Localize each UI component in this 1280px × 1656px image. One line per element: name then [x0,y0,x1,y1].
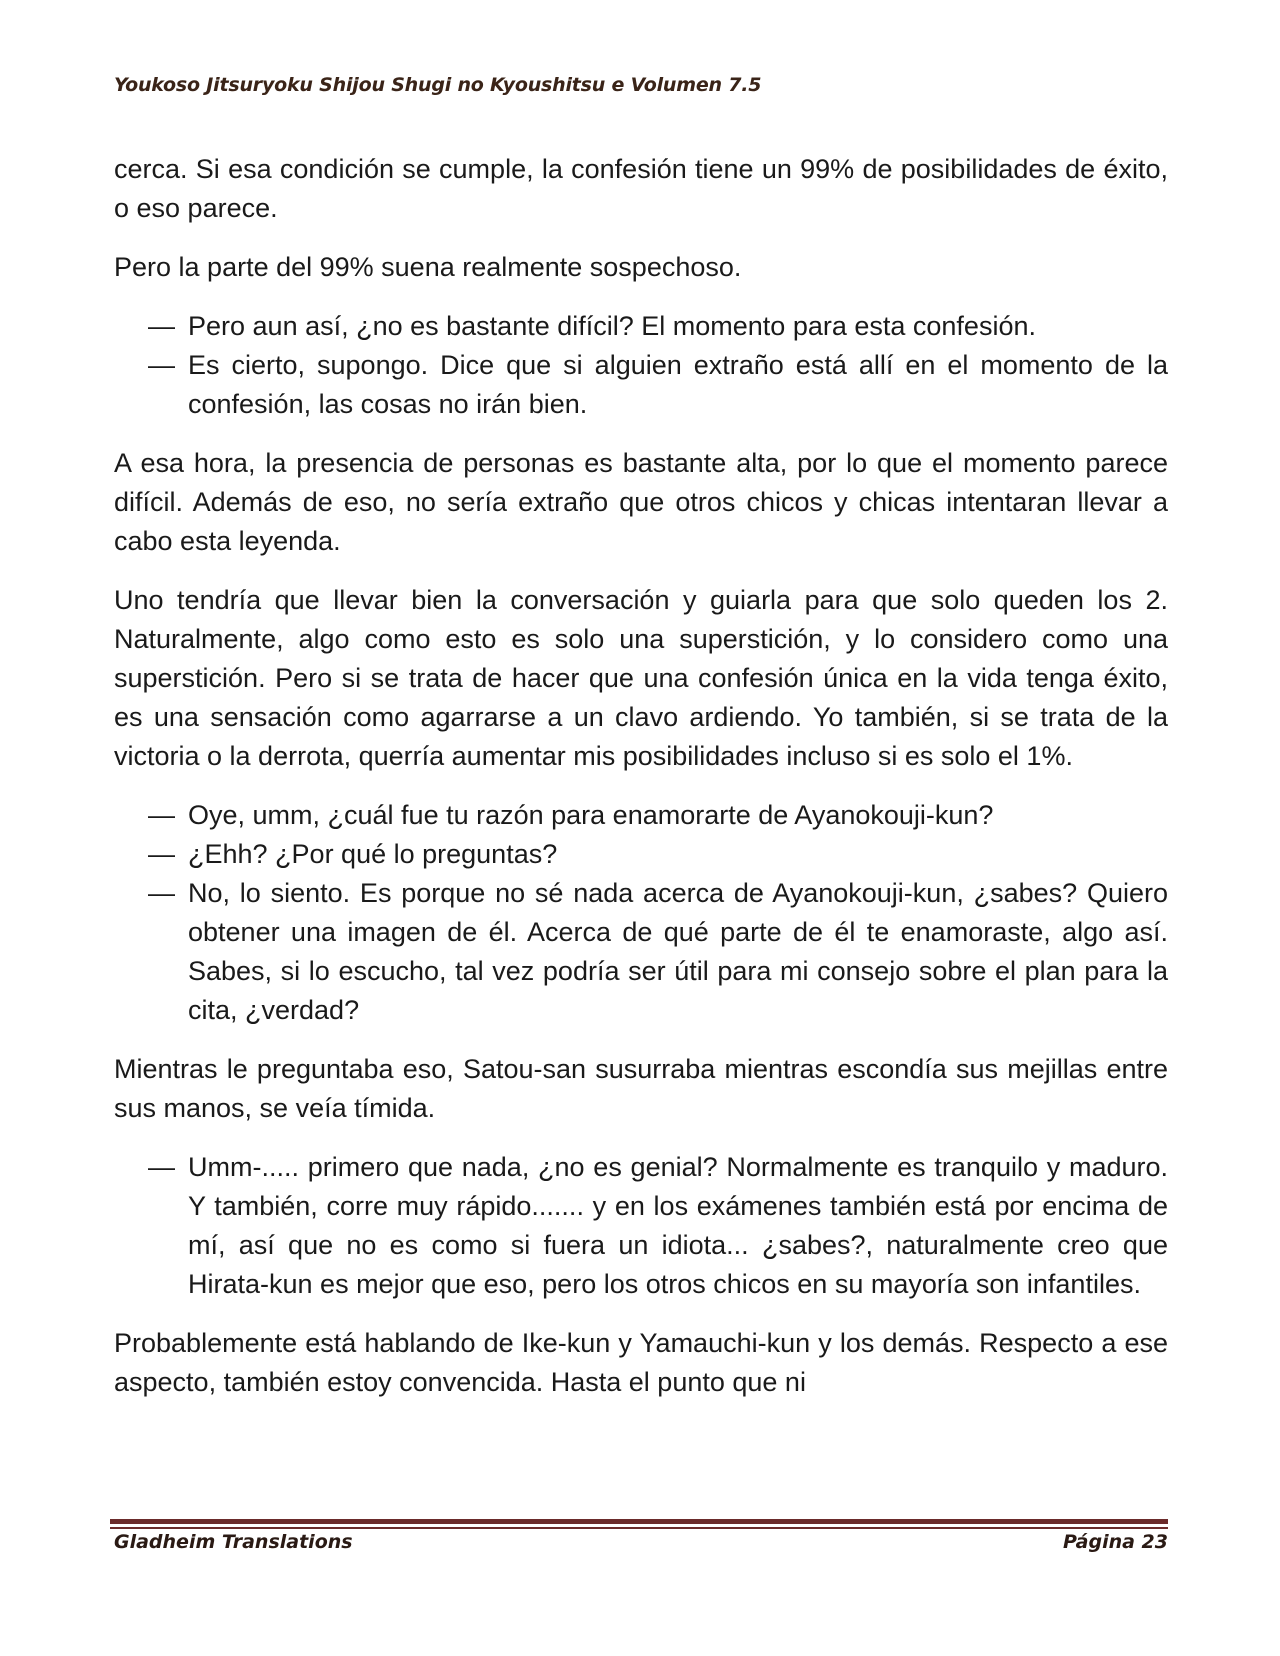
dialogue-text: No, lo siento. Es porque no sé nada acerca de Ayanokouji-kun, ¿sabes? Quiero obtener una imagen de él. Acerca de qué parte de él te enamoraste, algo así. Sabes, si lo escucho, tal vez podría ser útil para mi consejo sobre el plan para la cita, ¿verdad? [188,878,1168,1025]
em-dash: — [148,800,175,830]
footer-rule-thin [110,1527,1168,1529]
footer-rule-thick [110,1519,1168,1524]
dialogue-line [114,835,1168,874]
dialogue-line [114,796,1168,835]
dialogue-line [114,874,1168,1030]
dialogue-text: Es cierto, supongo. Dice que si alguien extraño está allí en el momento de la confesión, las cosas no irán bien. [188,350,1168,419]
paragraph: Probablemente está hablando de Ike-kun y Yamauchi-kun y los demás. Respecto a ese aspecto, también estoy convencida. Hasta el punto que ni [114,1328,1168,1397]
dialogue-text: Oye, umm, ¿cuál fue tu razón para enamorarte de Ayanokouji-kun? [188,800,994,830]
dialogue-text: Umm-..... primero que nada, ¿no es genial? Normalmente es tranquilo y maduro. Y también, corre muy rápido....... y en los exámenes también está por encima de mí, así que no es como si fuera un idiota... ¿sabes?, naturalmente creo que Hirata-kun es mejor que eso, pero los otros chicos en su mayoría son infantiles. [188,1152,1168,1299]
paragraph: A esa hora, la presencia de personas es bastante alta, por lo que el momento parece difícil. Además de eso, no sería extraño que otros chicos y chicas intentaran llevar a cabo esta leyenda. [114,448,1168,556]
em-dash: — [148,311,175,341]
body-text [114,150,1168,1402]
dialogue-line [114,346,1168,424]
dialogue-block [114,1148,1168,1304]
dialogue-text: ¿Ehh? ¿Por qué lo preguntas? [188,839,558,869]
dialogue-block [114,796,1168,1030]
paragraph: Uno tendría que llevar bien la conversación y guiarla para que solo queden los 2. Naturalmente, algo como esto es solo una superstición, y lo considero como una superstición. Pero si se trata de hacer que una confesión única en la vida tenga éxito, es una sensación como agarrarse a un clavo ardiendo. Yo también, si se trata de la victoria o la derrota, querría aumentar mis posibilidades incluso si es solo el 1%. [114,585,1168,771]
dialogue-text: Pero aun así, ¿no es bastante difícil? El momento para esta confesión. [188,311,1036,341]
em-dash: — [148,1152,175,1182]
dialogue-line [114,307,1168,346]
em-dash: — [148,350,175,380]
em-dash: — [148,839,175,869]
paragraph: Mientras le preguntaba eso, Satou-san susurraba mientras escondía sus mejillas entre sus manos, se veía tímida. [114,1054,1168,1123]
footer-page-number: Página 23 [1062,1531,1168,1553]
dialogue-line [114,1148,1168,1304]
paragraph: Pero la parte del 99% suena realmente sospechoso. [114,252,742,282]
paragraph: cerca. Si esa condición se cumple, la confesión tiene un 99% de posibilidades de éxito, o eso parece. [114,154,1168,223]
footer-publisher: Gladheim Translations [114,1531,353,1553]
em-dash: — [148,878,175,908]
dialogue-block [114,307,1168,424]
page-header-title: Youkoso Jitsuryoku Shijou Shugi no Kyoushitsu e Volumen 7.5 [114,74,762,96]
